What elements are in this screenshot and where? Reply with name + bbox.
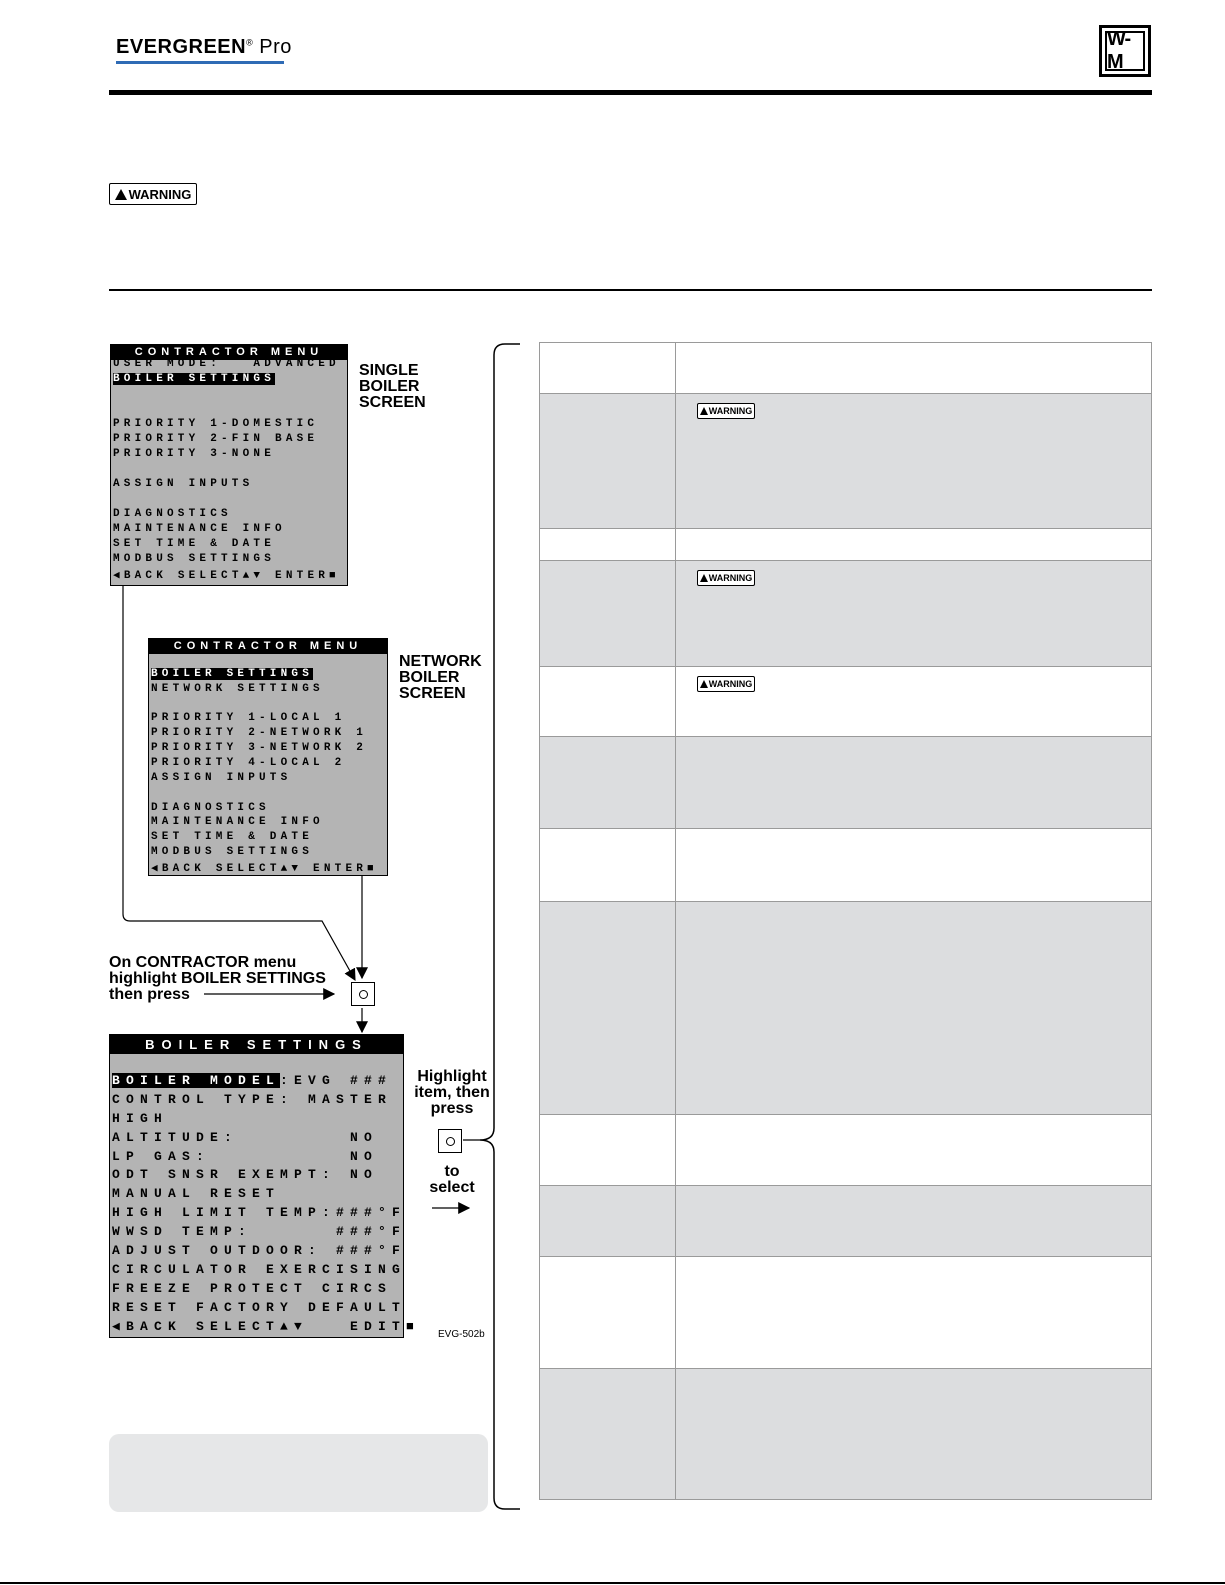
warning-icon — [700, 574, 708, 582]
screen-line[interactable] — [151, 668, 313, 680]
table-cell-label — [540, 394, 676, 528]
figure-code: EVG-502b — [438, 1329, 485, 1340]
table-cell-label — [540, 667, 676, 736]
line-text: MANUAL RESET — [112, 1186, 281, 1202]
table-row — [540, 1114, 1151, 1185]
warning-label: WARNING — [708, 573, 753, 583]
screen-line[interactable] — [113, 373, 275, 385]
line-text: SET TIME & DATE — [113, 538, 276, 550]
table-cell-description — [676, 902, 1151, 1114]
boiler-settings-screen — [109, 1034, 421, 1338]
highlighted-item: BOILER SETTINGS — [113, 373, 276, 385]
screen-line — [151, 802, 270, 814]
screen-line — [151, 861, 378, 875]
table-cell-description — [676, 394, 1151, 528]
caption-line: NETWORK — [399, 653, 482, 670]
line-text: WWSD TEMP: ###°F — [112, 1224, 407, 1240]
line-text: PRIORITY 1-LOCAL 1 — [151, 712, 346, 725]
table-cell-label — [540, 737, 676, 828]
brand-reg: ® — [246, 37, 254, 48]
line-text: USER MODE: ADVANCED — [113, 358, 340, 370]
screen-line[interactable] — [112, 1073, 392, 1088]
wm-logo-text: W-M — [1105, 31, 1145, 71]
line-text: CONTROL TYPE: MASTER — [112, 1091, 393, 1107]
brand-sub: Pro — [259, 36, 292, 58]
caption-line: press — [430, 1100, 474, 1117]
table-row — [540, 1185, 1151, 1256]
line-text: MAINTENANCE INFO — [113, 523, 286, 535]
settings-table — [539, 342, 1152, 1500]
table-cell-description — [676, 829, 1151, 901]
screen-line — [112, 1262, 406, 1277]
enter-button[interactable] — [351, 982, 375, 1006]
warning-label: WARNING — [708, 406, 753, 416]
caption-line: to — [444, 1163, 460, 1180]
screen-line — [113, 508, 232, 520]
table-row — [540, 343, 1151, 393]
table-cell-description — [676, 737, 1151, 828]
line-text: DIAGNOSTICS — [151, 801, 270, 814]
caption-line: BOILER — [399, 669, 460, 686]
screen-line — [112, 1300, 406, 1315]
select-button[interactable] — [438, 1129, 462, 1153]
table-row — [540, 1368, 1151, 1499]
table-bracket — [480, 344, 520, 1509]
line-text: HIGH LIMIT TEMP:###°F — [112, 1205, 407, 1221]
line-text: ASSIGN INPUTS — [113, 478, 254, 490]
screen-line — [151, 712, 345, 724]
line-text: ADJUST OUTDOOR: ###°F — [112, 1243, 407, 1258]
table-row — [540, 666, 1151, 736]
line-text: PRIORITY 3-NETWORK 2 — [151, 742, 368, 755]
line-text: PRIORITY 1-DOMESTIC — [113, 418, 319, 430]
screen-line — [112, 1186, 280, 1201]
table-row — [540, 528, 1151, 560]
screen-line — [151, 727, 367, 739]
footer-rule — [0, 1582, 1225, 1584]
screen-line — [151, 742, 367, 754]
table-cell-label — [540, 902, 676, 1114]
screen-line — [112, 1130, 378, 1145]
screen-line — [151, 831, 313, 843]
table-cell-label — [540, 561, 676, 666]
caption-line: SCREEN — [359, 394, 426, 411]
line-suffix: :EVG ### — [280, 1072, 393, 1088]
brand-main: EVERGREEN — [116, 36, 247, 58]
single-screen-caption — [359, 363, 426, 411]
screen-line — [112, 1111, 168, 1126]
warning-badge — [697, 570, 755, 586]
highlight-caption — [408, 1069, 496, 1117]
line-text: ODT SNSR EXEMPT: NO — [112, 1167, 379, 1183]
table-cell-label — [540, 1257, 676, 1368]
table-row — [540, 560, 1151, 666]
table-cell-description — [676, 1115, 1151, 1185]
table-cell-label — [540, 1115, 676, 1185]
screen-line — [151, 816, 324, 828]
screen-line — [112, 1243, 406, 1258]
table-cell-description — [676, 667, 1151, 736]
screen-line — [113, 553, 275, 565]
line-text: SET TIME & DATE — [151, 831, 314, 844]
screen-line — [151, 772, 291, 784]
line-text: ◀BACK SELECT▲▼ ENTER■ — [113, 570, 340, 582]
instruction-line: highlight BOILER SETTINGS — [109, 970, 326, 987]
table-row — [540, 828, 1151, 901]
screen-line — [112, 1205, 406, 1220]
screen-line — [151, 757, 345, 769]
line-text: ALTITUDE: NO — [112, 1129, 379, 1145]
warning-icon — [700, 680, 708, 688]
screen-line — [113, 448, 275, 460]
line-text: PRIORITY 4-LOCAL 2 — [151, 756, 346, 769]
warning-icon — [700, 407, 708, 415]
table-cell-label — [540, 343, 676, 393]
screen-line — [151, 846, 313, 858]
table-cell-label — [540, 1186, 676, 1256]
screen-title: CONTRACTOR MENU — [111, 345, 347, 360]
line-text: ASSIGN INPUTS — [151, 771, 292, 784]
table-row — [540, 736, 1151, 828]
line-text: CIRCULATOR EXERCISING — [112, 1261, 407, 1277]
select-caption — [420, 1164, 484, 1196]
table-cell-description — [676, 1186, 1151, 1256]
table-cell-description — [676, 1257, 1151, 1368]
warning-label: WARNING — [708, 679, 753, 689]
line-text: PRIORITY 2-FIN BASE — [113, 433, 319, 445]
table-row — [540, 901, 1151, 1114]
table-cell-label — [540, 829, 676, 901]
screen-line — [113, 478, 253, 490]
screen-title: CONTRACTOR MENU — [149, 639, 387, 654]
screen-title: BOILER SETTINGS — [110, 1035, 403, 1054]
line-text: FREEZE PROTECT CIRCS — [112, 1280, 393, 1296]
line-text: PRIORITY 3-NONE — [113, 448, 276, 460]
instruction-line: then press — [109, 986, 190, 1003]
table-cell-description — [676, 1369, 1151, 1499]
screen-line — [112, 1281, 392, 1296]
instruction-text — [109, 955, 326, 1003]
screen-line — [112, 1224, 406, 1239]
line-text: LP GAS: NO — [112, 1148, 379, 1164]
screen-line — [151, 683, 324, 695]
table-cell-label — [540, 1369, 676, 1499]
table-row — [540, 1256, 1151, 1368]
screen-line — [113, 538, 275, 550]
warning-badge — [697, 403, 755, 419]
single-boiler-screen — [110, 344, 348, 586]
screen-line — [113, 433, 318, 445]
screen-line — [112, 1149, 378, 1164]
table-cell-description — [676, 529, 1151, 560]
line-text: HIGH — [112, 1110, 169, 1126]
caption-line: SCREEN — [399, 685, 466, 702]
button-circle-icon — [446, 1137, 455, 1146]
line-text: MODBUS SETTINGS — [151, 846, 314, 859]
screen-line — [112, 1092, 392, 1107]
instruction-line: On CONTRACTOR menu — [109, 954, 297, 971]
caption-line: item, then — [414, 1084, 490, 1101]
warning-badge — [697, 676, 755, 692]
highlighted-item: BOILER SETTINGS — [151, 667, 314, 680]
table-row — [540, 393, 1151, 528]
screen-line — [112, 1167, 378, 1182]
line-text: NETWORK SETTINGS — [151, 682, 324, 695]
caption-line: Highlight — [417, 1068, 487, 1085]
network-screen-caption — [399, 654, 482, 702]
caption-line: SINGLE — [359, 362, 419, 379]
line-text: MAINTENANCE INFO — [151, 816, 324, 829]
note-box — [109, 1434, 488, 1512]
table-cell-description — [676, 343, 1151, 393]
line-text: ◀BACK SELECT▲▼ EDIT■ — [112, 1318, 421, 1334]
screen-line — [113, 568, 340, 582]
table-cell-description — [676, 561, 1151, 666]
button-circle-icon — [359, 990, 368, 999]
warning-label: WARNING — [128, 186, 192, 202]
network-boiler-screen — [148, 638, 388, 876]
screen-line — [113, 523, 286, 535]
caption-line: BOILER — [359, 378, 420, 395]
line-text: MODBUS SETTINGS — [113, 553, 276, 565]
screen-line — [112, 1319, 420, 1334]
screen-line — [113, 418, 318, 430]
table-cell-label — [540, 529, 676, 560]
screen-line — [113, 358, 340, 370]
line-text: RESET FACTORY DEFAULT — [112, 1299, 407, 1315]
line-text: PRIORITY 2-NETWORK 1 — [151, 727, 368, 740]
caption-line: select — [429, 1179, 475, 1196]
highlighted-item: BOILER MODEL — [112, 1072, 281, 1088]
line-text: ◀BACK SELECT▲▼ ENTER■ — [151, 862, 378, 875]
line-text: DIAGNOSTICS — [113, 508, 232, 520]
